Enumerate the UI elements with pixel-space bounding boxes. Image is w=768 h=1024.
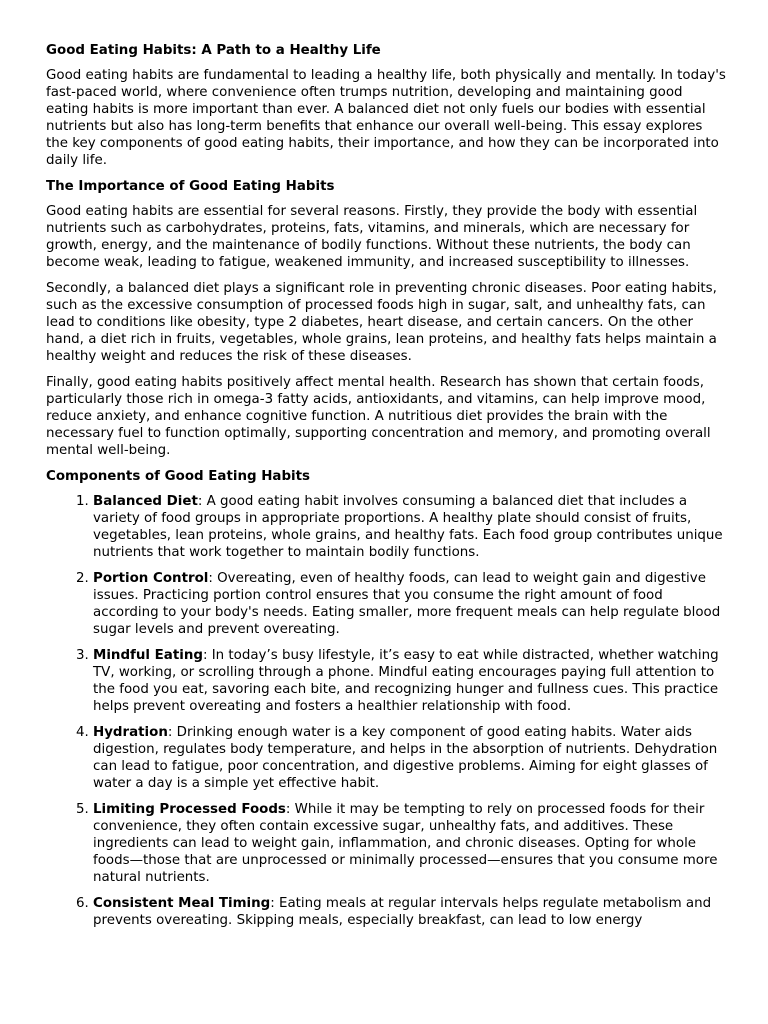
- list-item-text: : Eating meals at regular intervals helps regulate metabolism and prevents overeating. Skipping meals, especially breakfast, can lead to low energy: [93, 896, 712, 928]
- components-list: [46, 493, 726, 929]
- list-item-term: Mindful Eating: [93, 648, 203, 663]
- list-item-limiting-processed-foods: [93, 801, 726, 886]
- document-page: [46, 42, 726, 938]
- list-item-text: : While it may be tempting to rely on processed foods for their convenience, they often contain excessive sugar, unhealthy fats, and additives. These ingredients can lead to weight gain, inflammation, and chronic diseases. Opting for whole foods—those that are unprocessed or minimally processed—ensures that you consume more natural nutrients.: [93, 802, 718, 885]
- list-item-balanced-diet: [93, 493, 726, 561]
- list-item-term: Limiting Processed Foods: [93, 802, 286, 817]
- importance-paragraph-1: Good eating habits are essential for several reasons. Firstly, they provide the body with essential nutrients such as carbohydrates, proteins, fats, vitamins, and minerals, which are necessary for growth, energy, and the maintenance of bodily functions. Without these nutrients, the body can become weak, leading to fatigue, weakened immunity, and increased susceptibility to illnesses.: [46, 204, 698, 270]
- list-item-consistent-meal-timing: [93, 895, 726, 929]
- list-item-portion-control: [93, 570, 726, 638]
- list-item-term: Consistent Meal Timing: [93, 896, 271, 911]
- list-item-text: : Overeating, even of healthy foods, can lead to weight gain and digestive issues. Practicing portion control ensures that you consume the right amount of food according to your body's needs. Eating smaller, more frequent meals can help regulate blood sugar levels and prevent overeating.: [93, 571, 721, 637]
- list-item-text: : In today’s busy lifestyle, it’s easy to eat while distracted, whether watching TV, working, or scrolling through a phone. Mindful eating encourages paying full attention to the food you eat, savoring each bite, and recognizing hunger and fullness cues. This practice helps prevent overeating and fosters a healthier relationship with food.: [93, 648, 719, 714]
- intro-paragraph: Good eating habits are fundamental to leading a healthy life, both physically and mentally. In today's fast-paced world, where convenience often trumps nutrition, developing and maintaining good eating habits is more important than ever. A balanced diet not only fuels our bodies with essential nutrients but also has long-term benefits that enhance our overall well-being. This essay explores the key components of good eating habits, their importance, and how they can be incorporated into daily life.: [46, 68, 726, 168]
- list-item-text: : A good eating habit involves consuming a balanced diet that includes a variety of food groups in appropriate proportions. A healthy plate should consist of fruits, vegetables, lean proteins, whole grains, and healthy fats. Each food group contributes unique nutrients that work together to maintain bodily functions.: [93, 494, 723, 560]
- importance-paragraph-2: Secondly, a balanced diet plays a significant role in preventing chronic diseases. Poor eating habits, such as the excessive consumption of processed foods high in sugar, salt, and unhealthy fats, can lead to conditions like obesity, type 2 diabetes, heart disease, and certain cancers. On the other hand, a diet rich in fruits, vegetables, whole grains, lean proteins, and healthy fats helps maintain a healthy weight and reduces the risk of these diseases.: [46, 281, 717, 364]
- list-item-term: Hydration: [93, 725, 168, 740]
- document-title: Good Eating Habits: A Path to a Healthy Life: [46, 43, 381, 58]
- list-item-hydration: [93, 724, 726, 792]
- list-item-text: : Drinking enough water is a key component of good eating habits. Water aids digestion, regulates body temperature, and helps in the absorption of nutrients. Dehydration can lead to fatigue, poor concentration, and digestive problems. Aiming for eight glasses of water a day is a simple yet effective habit.: [93, 725, 718, 791]
- importance-heading: The Importance of Good Eating Habits: [46, 179, 335, 194]
- list-item-term: Portion Control: [93, 571, 209, 586]
- components-heading: Components of Good Eating Habits: [46, 469, 311, 484]
- importance-paragraph-3: Finally, good eating habits positively affect mental health. Research has shown that certain foods, particularly those rich in omega-3 fatty acids, antioxidants, and vitamins, can help improve mood, reduce anxiety, and enhance cognitive function. A nutritious diet provides the brain with the necessary fuel to function optimally, supporting concentration and memory, and promoting overall mental well-being.: [46, 375, 711, 458]
- list-item-mindful-eating: [93, 647, 726, 715]
- list-item-term: Balanced Diet: [93, 494, 198, 509]
